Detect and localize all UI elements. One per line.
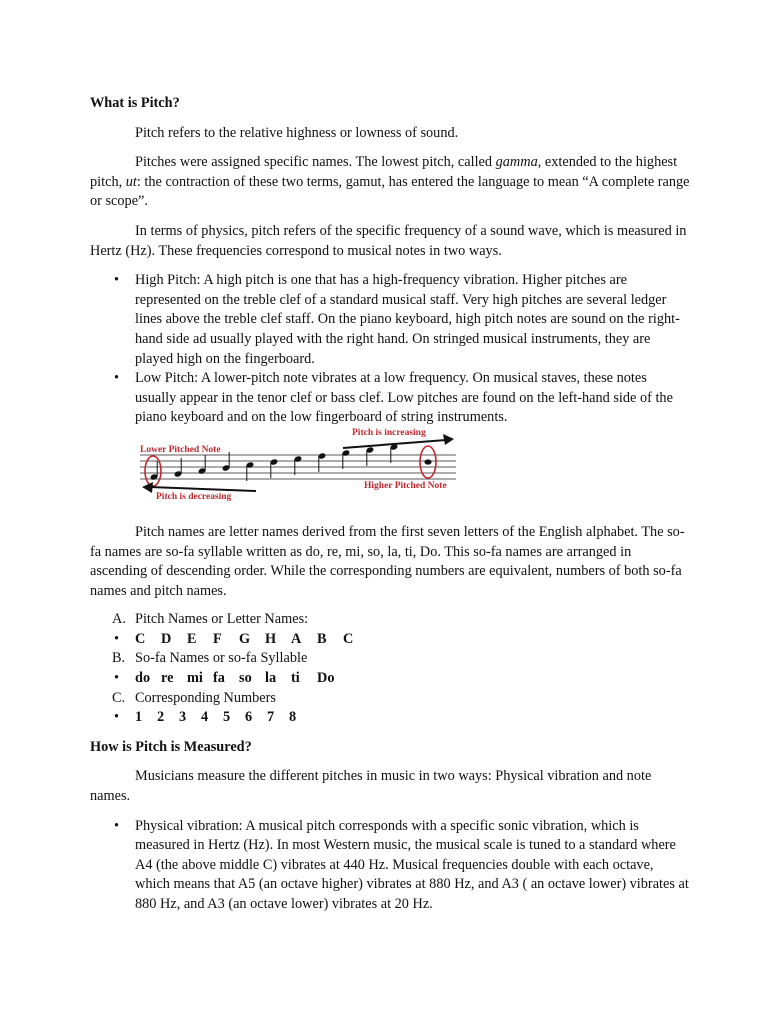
lower-note-circle bbox=[145, 456, 161, 486]
sofa-name-value: do bbox=[135, 670, 151, 687]
letter-name-value: C bbox=[135, 630, 146, 647]
letter-name-value: B bbox=[317, 630, 327, 647]
sofa-name-value: re bbox=[161, 670, 174, 687]
list-marker-c: C. bbox=[112, 689, 126, 706]
higher-pitched-label: Higher Pitched Note bbox=[364, 481, 447, 491]
list-item-low-pitch: • Low Pitch: A lower-pitch note vibrates at a low frequency. On musical staves, these notes usually appear in the tenor clef or bass clef. Low pitches are found on the left-hand side of the piano keyboard and on the low fingerboard of string instruments. bbox=[90, 369, 690, 428]
pitch-staff-figure bbox=[138, 424, 458, 504]
number-value: 1 bbox=[135, 709, 143, 726]
list-item-physical-vibration: • Physical vibration: A musical pitch corresponds with a specific sonic vibration, which is measured in Hertz (Hz). In most Western music, the musical scale is tuned to a standard where A4 (the above middle C) vibrates at 440 Hz. Musical frequencies double with each octave, which means that A5 (an octave higher) vibrates at 880 Hz, and A3 ( an octave lower) vibrates at 880 Hz, and A3 (an octave lower) vibrates at 20 Hz. bbox=[90, 817, 690, 915]
staff-illustration bbox=[138, 424, 458, 504]
gamut-text-1: Pitches were assigned specific names. The lowest pitch, called bbox=[135, 154, 496, 171]
letter-names-values bbox=[90, 630, 690, 650]
sofa-names-values bbox=[90, 669, 690, 689]
letter-name-value: F bbox=[213, 630, 222, 647]
number-value: 8 bbox=[289, 709, 297, 726]
sofa-name-value: mi bbox=[187, 670, 203, 687]
list-marker-a: A. bbox=[112, 611, 126, 628]
gamut-text-2: , extended to the highest pitch, bbox=[90, 154, 678, 190]
decreasing-arrow-line bbox=[150, 487, 256, 491]
list-item-numbers bbox=[90, 689, 690, 709]
ut-term: ut bbox=[125, 173, 137, 190]
paragraph-pitch-names: Pitch names are letter names derived from the first seven letters of the English alphabet. The so-fa names are so-fa syllable written as do, re, mi, so, la, ti, Do. This so-fa names are arranged in ascending of descending order. While the corresponding numbers are equivalent, numbers of both so-fa names and pitch names. bbox=[90, 523, 685, 599]
gamma-term: gamma bbox=[495, 154, 538, 171]
letter-names-label: Pitch Names or Letter Names: bbox=[135, 611, 309, 628]
pitch-decreasing-label: Pitch is decreasing bbox=[156, 492, 232, 502]
increasing-arrow-head bbox=[443, 434, 454, 445]
list-item-sofa-names bbox=[90, 649, 690, 669]
paragraph-pitch-definition: Pitch refers to the relative highness or lowness of sound. bbox=[135, 124, 459, 141]
letter-name-value: C bbox=[343, 630, 354, 647]
sofa-name-value: so bbox=[239, 670, 252, 687]
sofa-name-value: la bbox=[265, 670, 277, 687]
paragraph-measure-ways: Musicians measure the different pitches in music in two ways: Physical vibration and note names. bbox=[90, 768, 652, 805]
sofa-name-value: ti bbox=[291, 670, 300, 687]
number-value: 6 bbox=[245, 709, 253, 726]
numbers-label: Corresponding Numbers bbox=[135, 689, 276, 706]
decreasing-arrow-head bbox=[142, 482, 153, 493]
gamut-text-3: : the contraction of these two terms, gamut, has entered the language to mean “A complete range or scope”. bbox=[90, 173, 690, 210]
number-value: 7 bbox=[267, 709, 275, 726]
lower-pitched-label: Lower Pitched Note bbox=[140, 445, 221, 455]
sofa-name-value: Do bbox=[317, 670, 335, 687]
number-value: 4 bbox=[201, 709, 209, 726]
pitch-types-list bbox=[90, 271, 690, 428]
number-value: 3 bbox=[179, 709, 187, 726]
list-item-high-pitch: • High Pitch: A high pitch is one that has a high-frequency vibration. Higher pitches are represented on the treble clef of a standard musical staff. Very high pitches are several ledger lines above the treble clef staff. On the piano keyboard, high pitch notes are sound on the right-hand side ad usually played with the right hand. On stringed musical instruments, they are played high on the fingerboard. bbox=[90, 271, 690, 369]
list-marker-b: B. bbox=[112, 650, 126, 667]
number-value: 2 bbox=[157, 709, 165, 726]
numbers-values bbox=[90, 708, 690, 728]
document-body bbox=[90, 94, 690, 915]
measurement-list bbox=[90, 817, 690, 915]
letter-name-value: A bbox=[291, 630, 302, 647]
paragraph-gamut bbox=[90, 153, 690, 212]
heading-how-measured: How is Pitch is Measured? bbox=[90, 738, 252, 755]
pitch-increasing-label: Pitch is increasing bbox=[352, 428, 426, 438]
letter-name-value: G bbox=[239, 630, 251, 647]
letter-name-value: E bbox=[187, 630, 197, 647]
highest-note bbox=[424, 459, 431, 464]
list-item-letter-names bbox=[90, 610, 690, 630]
heading-what-is-pitch: What is Pitch? bbox=[90, 95, 180, 111]
letter-name-value: D bbox=[161, 630, 172, 647]
pitch-names-list bbox=[90, 610, 690, 728]
number-value: 5 bbox=[223, 709, 231, 726]
sofa-names-label: So-fa Names or so-fa Syllable bbox=[135, 650, 308, 667]
letter-name-value: H bbox=[265, 630, 277, 647]
paragraph-physics: In terms of physics, pitch refers of the specific frequency of a sound wave, which is measured in Hertz (Hz). These frequencies correspond to musical notes in two ways. bbox=[90, 222, 687, 259]
sofa-name-value: fa bbox=[213, 670, 225, 687]
